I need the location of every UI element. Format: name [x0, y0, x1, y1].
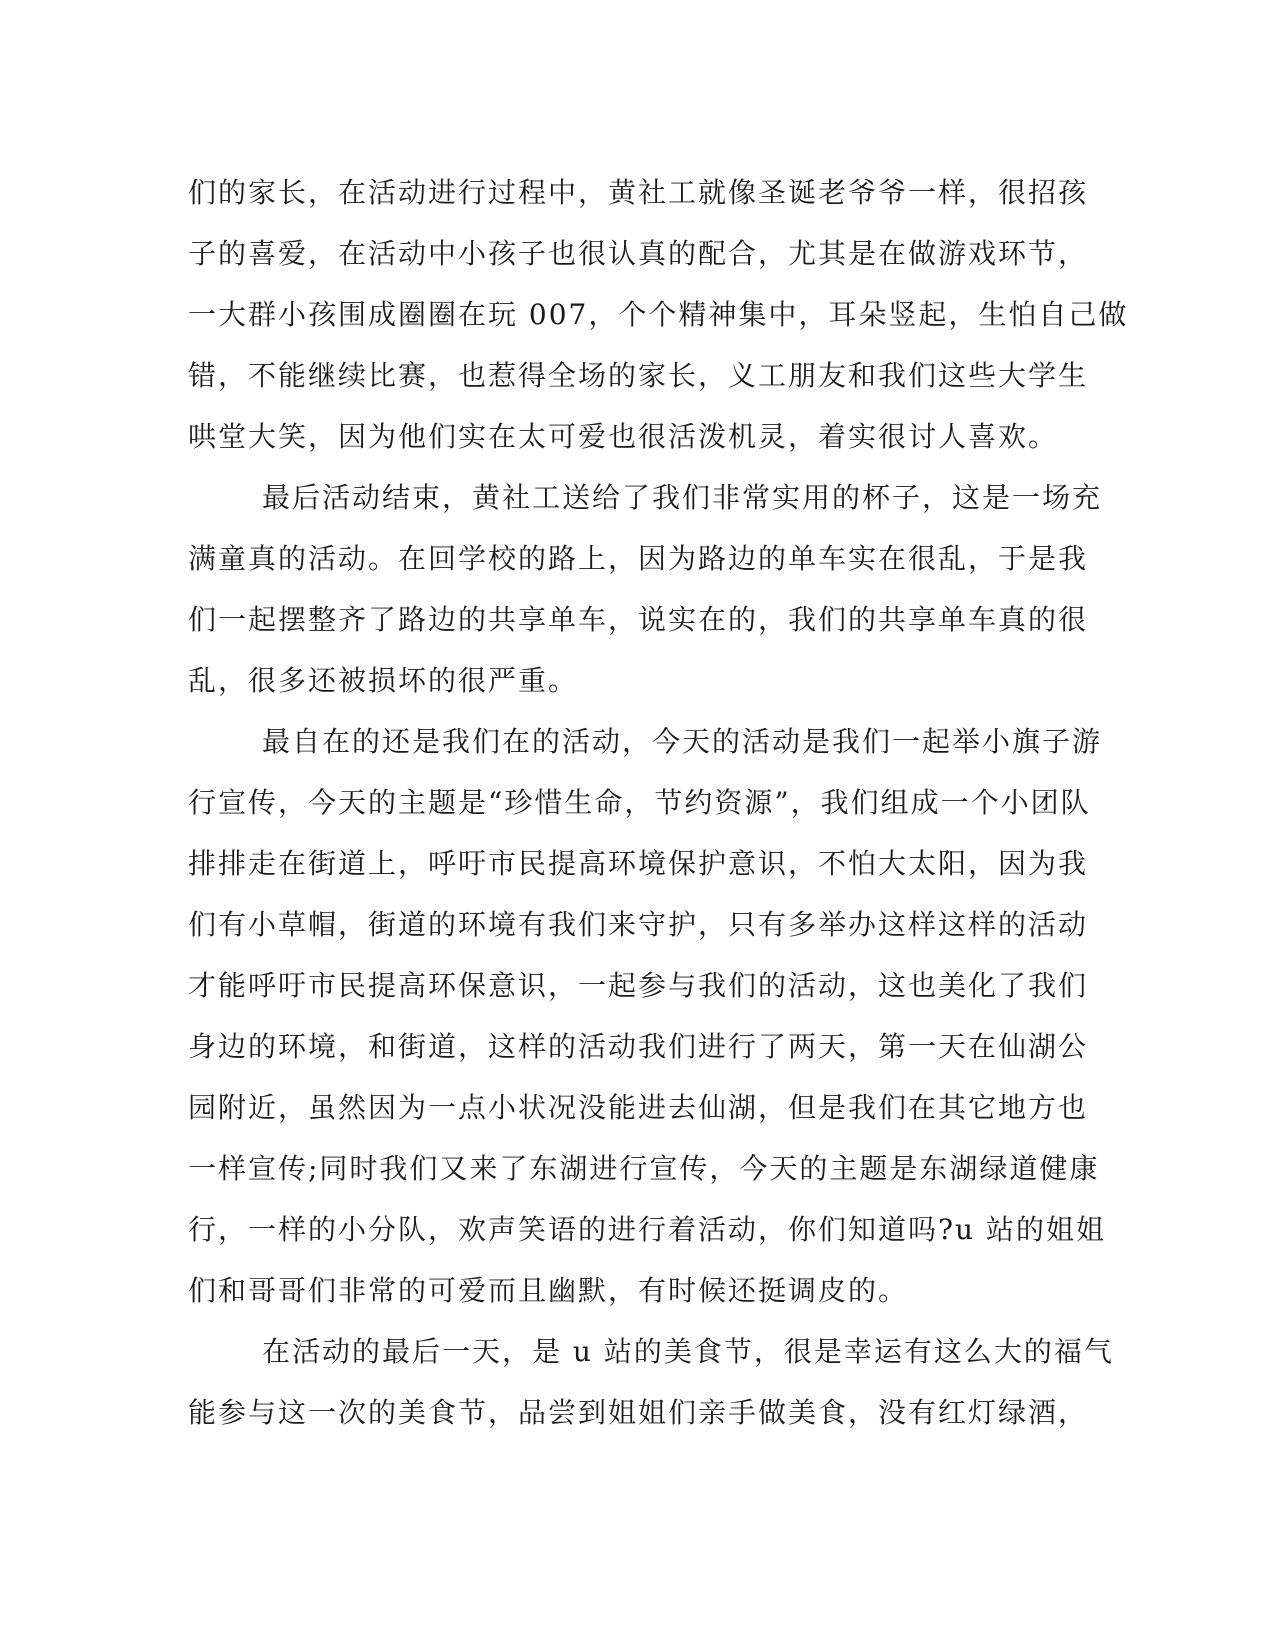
text-line: 满童真的活动。在回学校的路上，因为路边的单车实在很乱，于是我	[188, 542, 1089, 575]
text-line: 一样宣传;同时我们又来了东湖进行宣传，今天的主题是东湖绿道健康	[188, 1152, 1100, 1185]
text-line: 行宣传，今天的主题是“珍惜生命，节约资源”，我们组成一个小团队	[188, 786, 1091, 819]
text-line: 能参与这一次的美食节，品尝到姐姐们亲手做美食，没有红灯绿酒，	[188, 1396, 1089, 1429]
text-line: 们有小草帽，街道的环境有我们来守护，只有多举办这样这样的活动	[188, 908, 1089, 941]
text-line: 身边的环境，和街道，这样的活动我们进行了两天，第一天在仙湖公	[188, 1030, 1089, 1063]
text-line: 园附近，虽然因为一点小状况没能进去仙湖，但是我们在其它地方也	[188, 1091, 1089, 1124]
paragraph-first-line: 在活动的最后一天，是 u 站的美食节，很是幸运有这么大的福气	[262, 1335, 1114, 1368]
paragraph-first-line: 最后活动结束，黄社工送给了我们非常实用的杯子，这是一场充	[262, 481, 1103, 514]
text-line: 错，不能继续比赛，也惹得全场的家长，义工朋友和我们这些大学生	[188, 359, 1089, 392]
text-line: 们一起摆整齐了路边的共享单车，说实在的，我们的共享单车真的很	[188, 603, 1089, 636]
text-line: 们和哥哥们非常的可爱而且幽默，有时候还挺调皮的。	[188, 1274, 909, 1307]
text-line: 才能呼吁市民提高环保意识，一起参与我们的活动，这也美化了我们	[188, 969, 1089, 1002]
text-line: 们的家长，在活动进行过程中，黄社工就像圣诞老爷爷一样，很招孩	[188, 176, 1089, 209]
text-line: 子的喜爱，在活动中小孩子也很认真的配合，尤其是在做游戏环节，	[188, 237, 1089, 270]
text-line: 一大群小孩围成圈圈在玩 007，个个精神集中，耳朵竖起，生怕自己做	[188, 298, 1129, 331]
text-line: 哄堂大笑，因为他们实在太可爱也很活泼机灵，着实很讨人喜欢。	[188, 420, 1059, 453]
text-line: 排排走在街道上，呼吁市民提高环境保护意识，不怕大太阳，因为我	[188, 847, 1089, 880]
body-text	[188, 162, 1129, 1443]
paragraph-first-line: 最自在的还是我们在的活动，今天的活动是我们一起举小旗子游	[262, 725, 1103, 758]
text-line: 行，一样的小分队，欢声笑语的进行着活动，你们知道吗?u 站的姐姐	[188, 1213, 1106, 1246]
text-line: 乱，很多还被损坏的很严重。	[188, 664, 579, 697]
